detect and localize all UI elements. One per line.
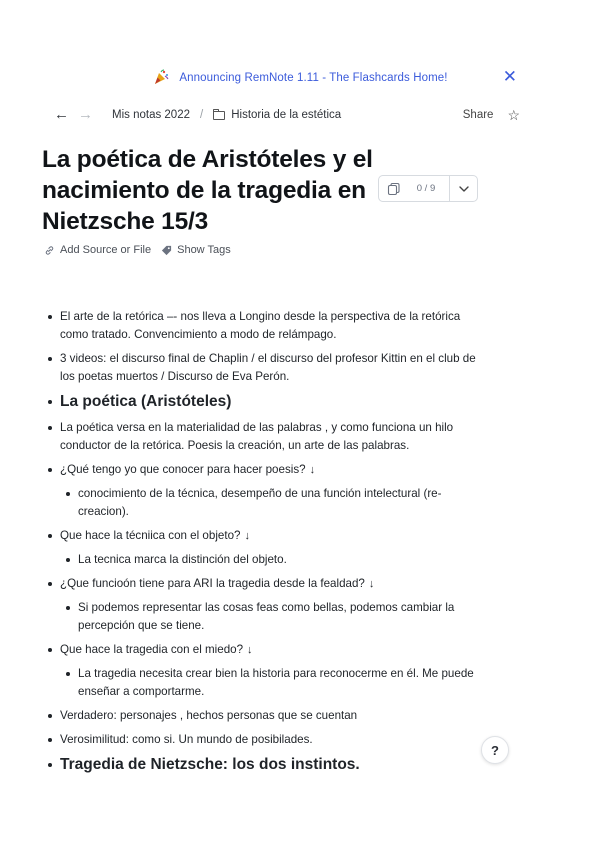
bullet-text[interactable]: La poética versa en la materialidad de las palabras , y como funciona un hilo conductor de la retórica. Poesis la creación, un arte de las palabras. [60, 421, 454, 452]
arrow-down-icon[interactable]: ↓ [368, 578, 375, 590]
announcement-banner[interactable] [0, 66, 601, 90]
bullet-text[interactable]: ¿Que funcioón tiene para ARI la tragedia desde la fealdad? [60, 577, 365, 590]
page-title[interactable]: La poética de Aristóteles y el nacimiento de la tragedia en Nietzsche 15/3 [42, 146, 373, 235]
bullet-text[interactable]: Si podemos representar las cosas feas como bellas, podemos cambiar la percepción que se tiene. [78, 601, 455, 632]
star-icon[interactable]: ☆ [507, 107, 520, 123]
add-source-label[interactable]: Add Source or File [60, 244, 152, 256]
bullet-text[interactable]: Tragedia de Nietzsche: los dos instintos. [60, 756, 360, 773]
party-popper-icon [153, 69, 169, 87]
forward-arrow-icon[interactable]: → [78, 106, 93, 123]
bullet-item[interactable] [48, 731, 478, 749]
bullet-item[interactable] [66, 665, 478, 701]
arrow-down-icon[interactable]: ↓ [309, 464, 316, 476]
bullet-item[interactable] [48, 575, 478, 593]
bullet-item[interactable] [48, 527, 478, 545]
bullet-text[interactable]: 3 videos: el discurso final de Chaplin / el discurso del profesor Kittin en el club de los poetas muertos / Discurso de Eva Perón. [60, 352, 476, 383]
breadcrumb-root[interactable]: Mis notas 2022 [112, 109, 190, 121]
bullet-text[interactable]: Verdadero: personajes , hechos personas que se cuentan [60, 709, 358, 722]
bullet-heading[interactable] [48, 392, 478, 412]
chevron-down-icon[interactable] [450, 186, 477, 192]
bullet-text[interactable]: Verosimilitud: como si. Un mundo de posibilades. [60, 733, 313, 746]
arrow-down-icon[interactable]: ↓ [247, 644, 253, 656]
share-button[interactable]: Share [462, 109, 494, 121]
arrow-down-icon[interactable]: ↓ [244, 530, 250, 542]
flashcard-counter[interactable] [378, 175, 478, 202]
close-icon[interactable]: ✕ [502, 67, 517, 86]
show-tags-button[interactable] [161, 244, 231, 256]
bullet-text[interactable]: La tecnica marca la distinción del objeto. [78, 553, 287, 566]
bullet-text[interactable]: conocimiento de la técnica, desempeño de una función intelectural (re-creacion). [78, 487, 442, 518]
bullet-item[interactable] [66, 551, 478, 569]
bullet-item[interactable] [48, 308, 478, 344]
bullet-text[interactable]: Que hace la técniica con el objeto? [60, 529, 241, 542]
bullet-item[interactable] [48, 707, 478, 725]
add-source-button[interactable] [44, 244, 151, 256]
bullet-item[interactable] [48, 461, 478, 479]
tag-icon [161, 245, 172, 256]
top-navigation [54, 105, 520, 125]
bullet-text[interactable]: ¿Qué tengo yo que conocer para hacer poesis? [60, 463, 306, 476]
bullet-text[interactable]: El arte de la retórica –- nos lleva a Longino desde la perspectiva de la retórica como tratado. Convencimiento a modo de relámpago. [60, 310, 461, 341]
bullet-text[interactable]: La tragedia necesita crear bien la historia para reconocerme en él. Me puede enseñar a comportarme. [78, 667, 474, 698]
document-meta [44, 244, 241, 256]
back-arrow-icon[interactable]: ← [54, 106, 69, 123]
flashcards-icon[interactable] [379, 182, 409, 196]
bullet-item[interactable] [48, 419, 478, 455]
link-icon [44, 245, 55, 256]
flashcard-count: 0 / 9 [416, 183, 436, 194]
folder-icon [213, 111, 225, 120]
help-button[interactable]: ? [481, 736, 509, 764]
bullet-item[interactable] [66, 485, 478, 521]
bullet-text[interactable]: Que hace la tragedia con el miedo? [60, 643, 244, 656]
bullet-item[interactable] [48, 350, 478, 386]
bullet-text[interactable]: La poética (Aristóteles) [60, 393, 232, 410]
announcement-text[interactable]: Announcing RemNote 1.11 - The Flashcards Home! [179, 72, 448, 84]
breadcrumb-current[interactable]: Historia de la estética [231, 109, 342, 121]
bullet-item[interactable] [48, 641, 478, 659]
bullet-heading[interactable] [48, 755, 478, 775]
breadcrumb-separator: / [200, 109, 204, 121]
show-tags-label[interactable]: Show Tags [177, 244, 231, 256]
bullet-item[interactable] [66, 599, 478, 635]
bullet-list [48, 308, 478, 782]
